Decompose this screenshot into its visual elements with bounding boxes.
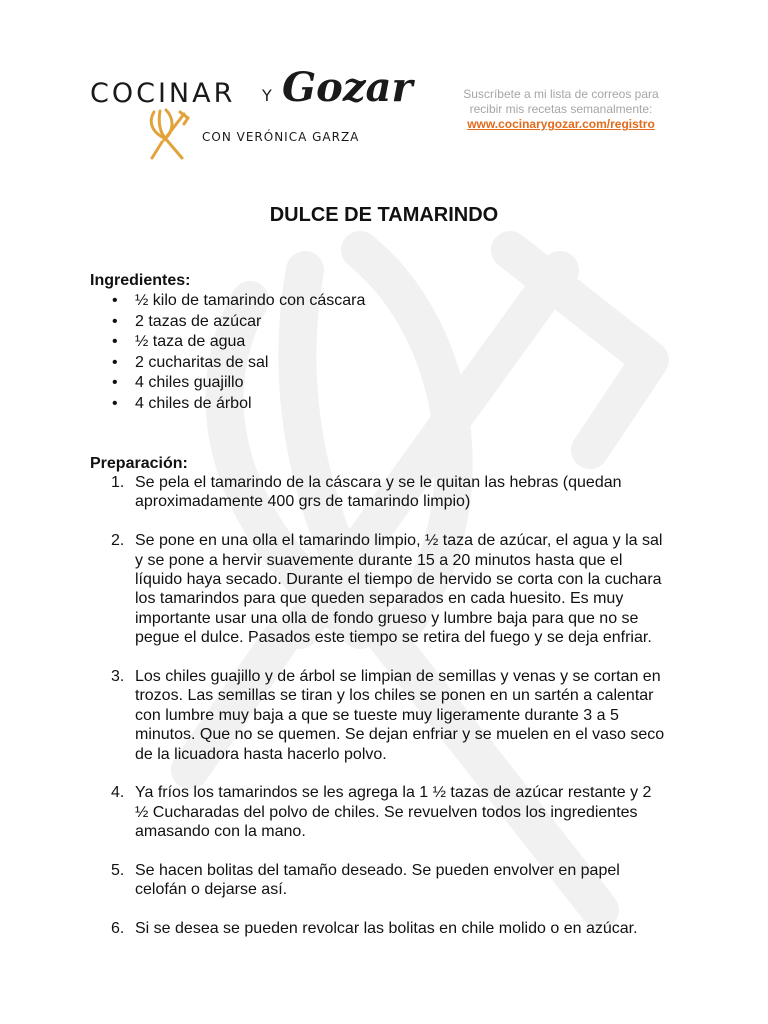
step-number: 5. xyxy=(111,862,125,880)
ingredient-item: • 2 tazas de azúcar xyxy=(90,312,365,333)
step-item xyxy=(90,531,690,647)
step-line: Se pela el tamarindo de la cáscara y se le quitan las hebras (quedan xyxy=(135,474,622,491)
step-line: líquido haya secado. Durante el tiempo de hervido se corta con la cuchara xyxy=(135,571,662,589)
step-line: pegue el dulce. Pasados este tiempo se retira del fuego y se deja enfriar. xyxy=(135,629,652,647)
subscribe-link[interactable]: www.cocinarygozar.com/registro xyxy=(467,117,655,131)
step-line: Se pone en una olla el tamarindo limpio, ½ taza de azúcar, el agua y la sal xyxy=(135,532,663,550)
ingredients-heading: Ingredientes: xyxy=(90,272,191,289)
subscribe-promo xyxy=(440,87,682,132)
step-line: y se pone a hervir suavemente durante 15 a 20 minutos hasta que el xyxy=(135,551,623,569)
ingredient-item: • 2 cucharitas de sal xyxy=(90,353,365,374)
step-line: ½ Cucharadas del polvo de chiles. Se revuelven todos los ingredientes xyxy=(135,803,638,821)
step-line: Si se desea se pueden revolcar las bolitas en chile molido o en azúcar. xyxy=(135,920,638,938)
subscribe-line-2: recibir mis recetas semanalmente: xyxy=(469,102,653,116)
step-line: los tamarindos para que queden separados en cada huesito. Es muy xyxy=(135,590,624,608)
brand-name-cocinar: COCINAR xyxy=(90,78,236,109)
step-line: importante usar una olla de fondo grueso y lumbre baja para que no se xyxy=(135,609,639,627)
step-line: Ya fríos los tamarindos se les agrega la 1 ½ tazas de azúcar restante y 2 xyxy=(135,784,652,802)
brand-name-joiner: Y xyxy=(262,86,272,105)
brand-tagline: CON VERÓNICA GARZA xyxy=(202,130,360,144)
step-number: 6. xyxy=(111,920,125,938)
step-line: celofán o dejarse así. xyxy=(135,881,288,899)
recipe-title: DULCE DE TAMARINDO xyxy=(269,204,499,226)
ingredients-list xyxy=(90,291,365,414)
step-number: 1. xyxy=(111,474,125,491)
preparation-steps xyxy=(90,473,690,958)
step-number: 2. xyxy=(111,532,125,550)
ingredient-item: • ½ taza de agua xyxy=(90,332,365,353)
ingredient-item: • 4 chiles guajillo xyxy=(90,373,365,394)
step-item xyxy=(90,783,690,841)
step-item xyxy=(90,473,690,512)
step-line: de la licuadora hasta hacerlo polvo. xyxy=(135,745,387,763)
step-item xyxy=(90,861,690,900)
step-line: trozos. Las semillas se tiran y los chiles se ponen en un sartén a calentar xyxy=(135,687,654,705)
step-number: 4. xyxy=(111,784,125,802)
ingredient-item: • ½ kilo de tamarindo con cáscara xyxy=(90,291,365,312)
step-line: minutos. Que no se quemen. Se dejan enfriar y se muelen en el vaso seco xyxy=(135,726,665,744)
step-number: 3. xyxy=(111,668,125,686)
step-line: aproximadamente 400 grs de tamarindo limpio) xyxy=(135,493,471,511)
ingredient-item: • 4 chiles de árbol xyxy=(90,394,365,415)
step-item xyxy=(90,667,690,764)
step-line: Se hacen bolitas del tamaño deseado. Se pueden envolver en papel xyxy=(135,862,620,880)
step-line: con lumbre muy baja a que se tueste muy ligeramente durante 3 a 5 xyxy=(135,706,619,724)
step-line: Los chiles guajillo y de árbol se limpian de semillas y venas y se cortan en xyxy=(135,668,661,686)
whisk-and-knife-icon xyxy=(146,108,192,162)
brand-name-gozar: Gozar xyxy=(282,64,413,111)
preparation-heading: Preparación: xyxy=(90,455,188,472)
brand-logo xyxy=(90,64,413,166)
subscribe-line-1: Suscríbete a mi lista de correos para xyxy=(463,87,659,101)
step-item xyxy=(90,919,690,938)
step-line: amasando con la mano. xyxy=(135,823,306,841)
